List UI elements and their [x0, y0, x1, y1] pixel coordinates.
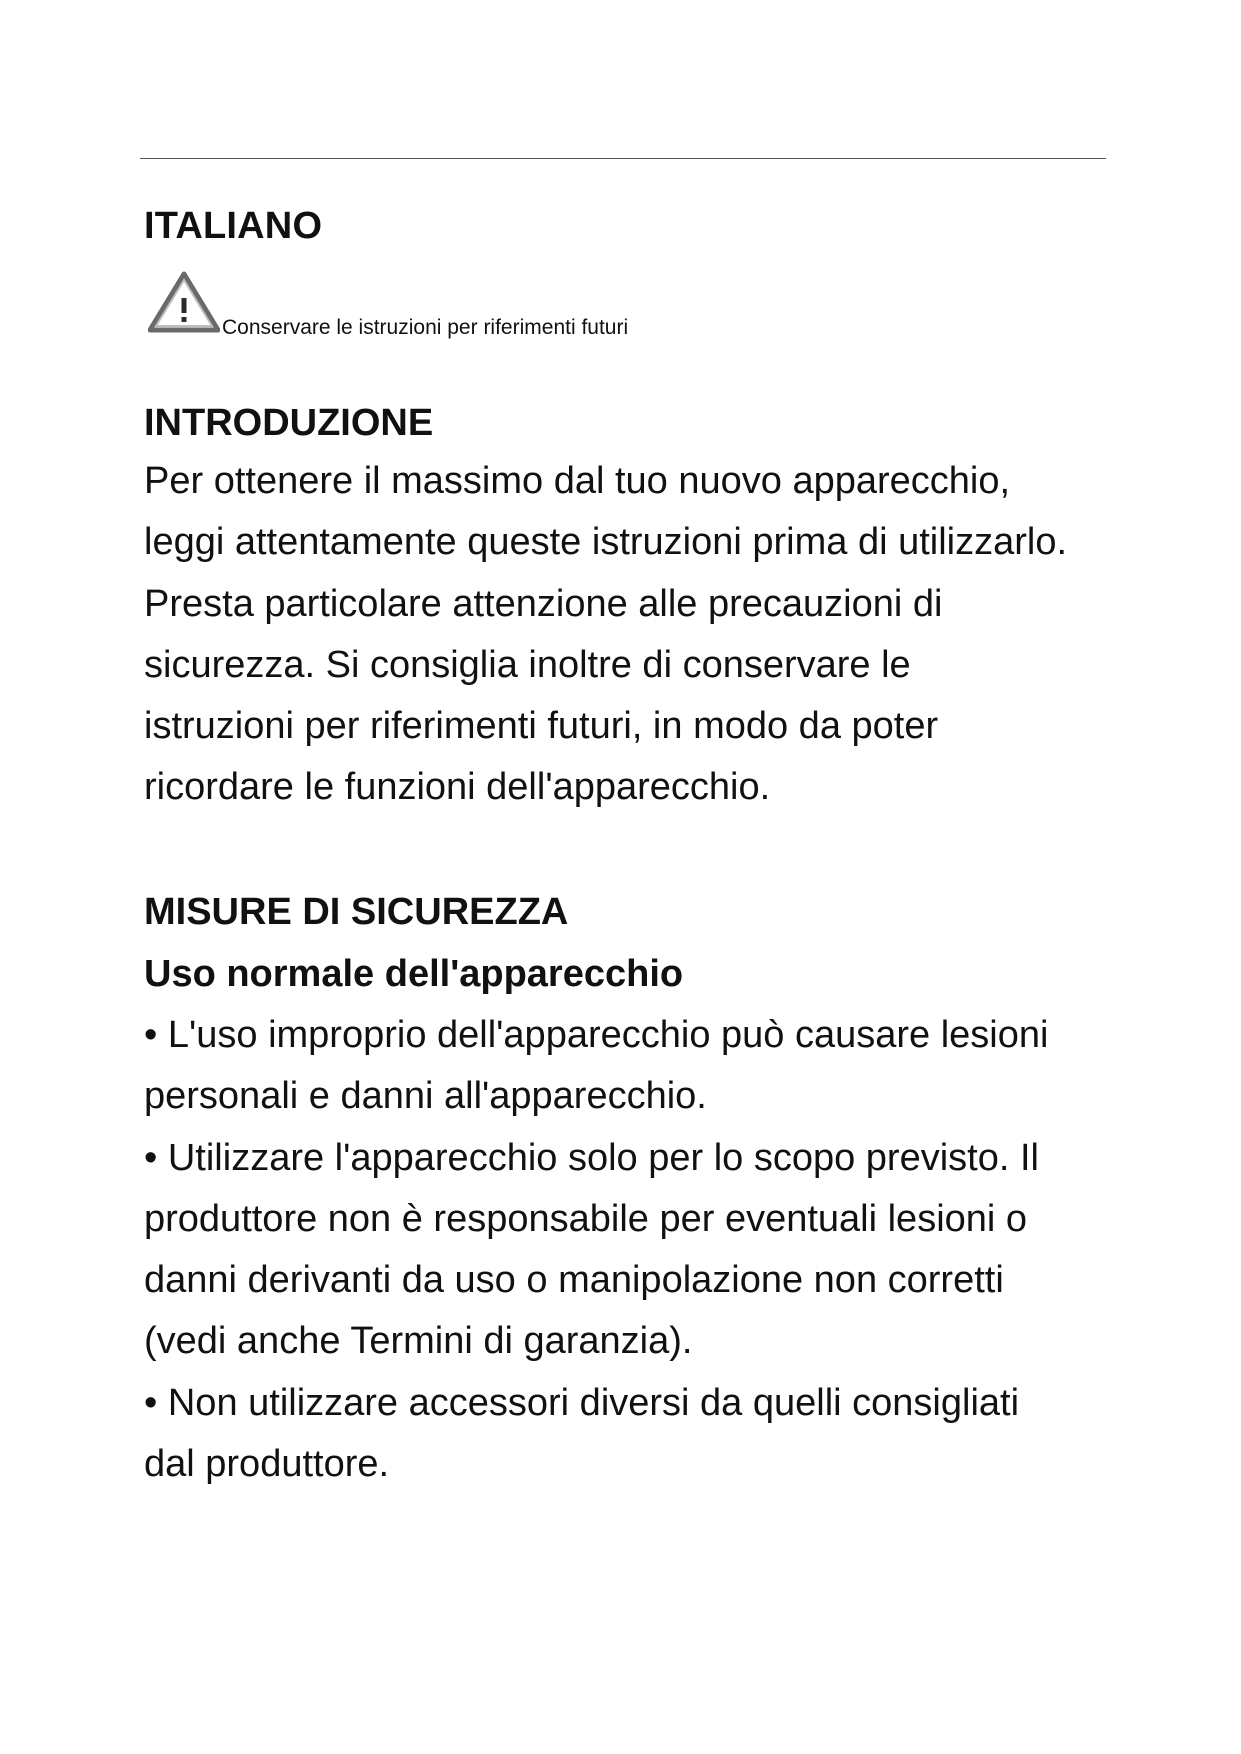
safety-subtitle: Uso normale dell'apparecchio — [144, 953, 684, 995]
warning-notice — [148, 270, 848, 342]
introduction-section — [144, 400, 1124, 819]
warning-text: Conservare le istruzioni per riferimenti futuri — [222, 316, 629, 339]
introduction-body: Per ottenere il massimo dal tuo nuovo apparecchio, leggi attentamente queste istruzioni prima di utilizzarlo. Presta particolare attenzione alle precauzioni di sicurezza. Si consiglia inoltre di conservare le istruzioni per riferimenti futuri, in modo da poter ricordare le funzioni dell'apparecchio. — [144, 460, 1068, 809]
safety-bullet: • L'uso improprio dell'apparecchio può causare lesioni personali e danni all'apparecchio. — [144, 1014, 1049, 1118]
safety-bullet: • Non utilizzare accessori diversi da quelli consigliati dal produttore. — [144, 1381, 1020, 1486]
safety-section — [144, 889, 1124, 1495]
introduction-title: INTRODUZIONE — [144, 402, 434, 444]
safety-title: MISURE DI SICUREZZA — [144, 891, 569, 933]
warning-triangle-icon — [148, 270, 220, 334]
safety-bullet: • Utilizzare l'apparecchio solo per lo scopo previsto. Il produttore non è responsabile per eventuali lesioni o danni derivanti da uso o manipolazione non corretti (vedi anche Termini di garanzia). — [144, 1136, 1039, 1363]
top-divider — [140, 158, 1106, 159]
language-heading: ITALIANO — [144, 205, 323, 247]
